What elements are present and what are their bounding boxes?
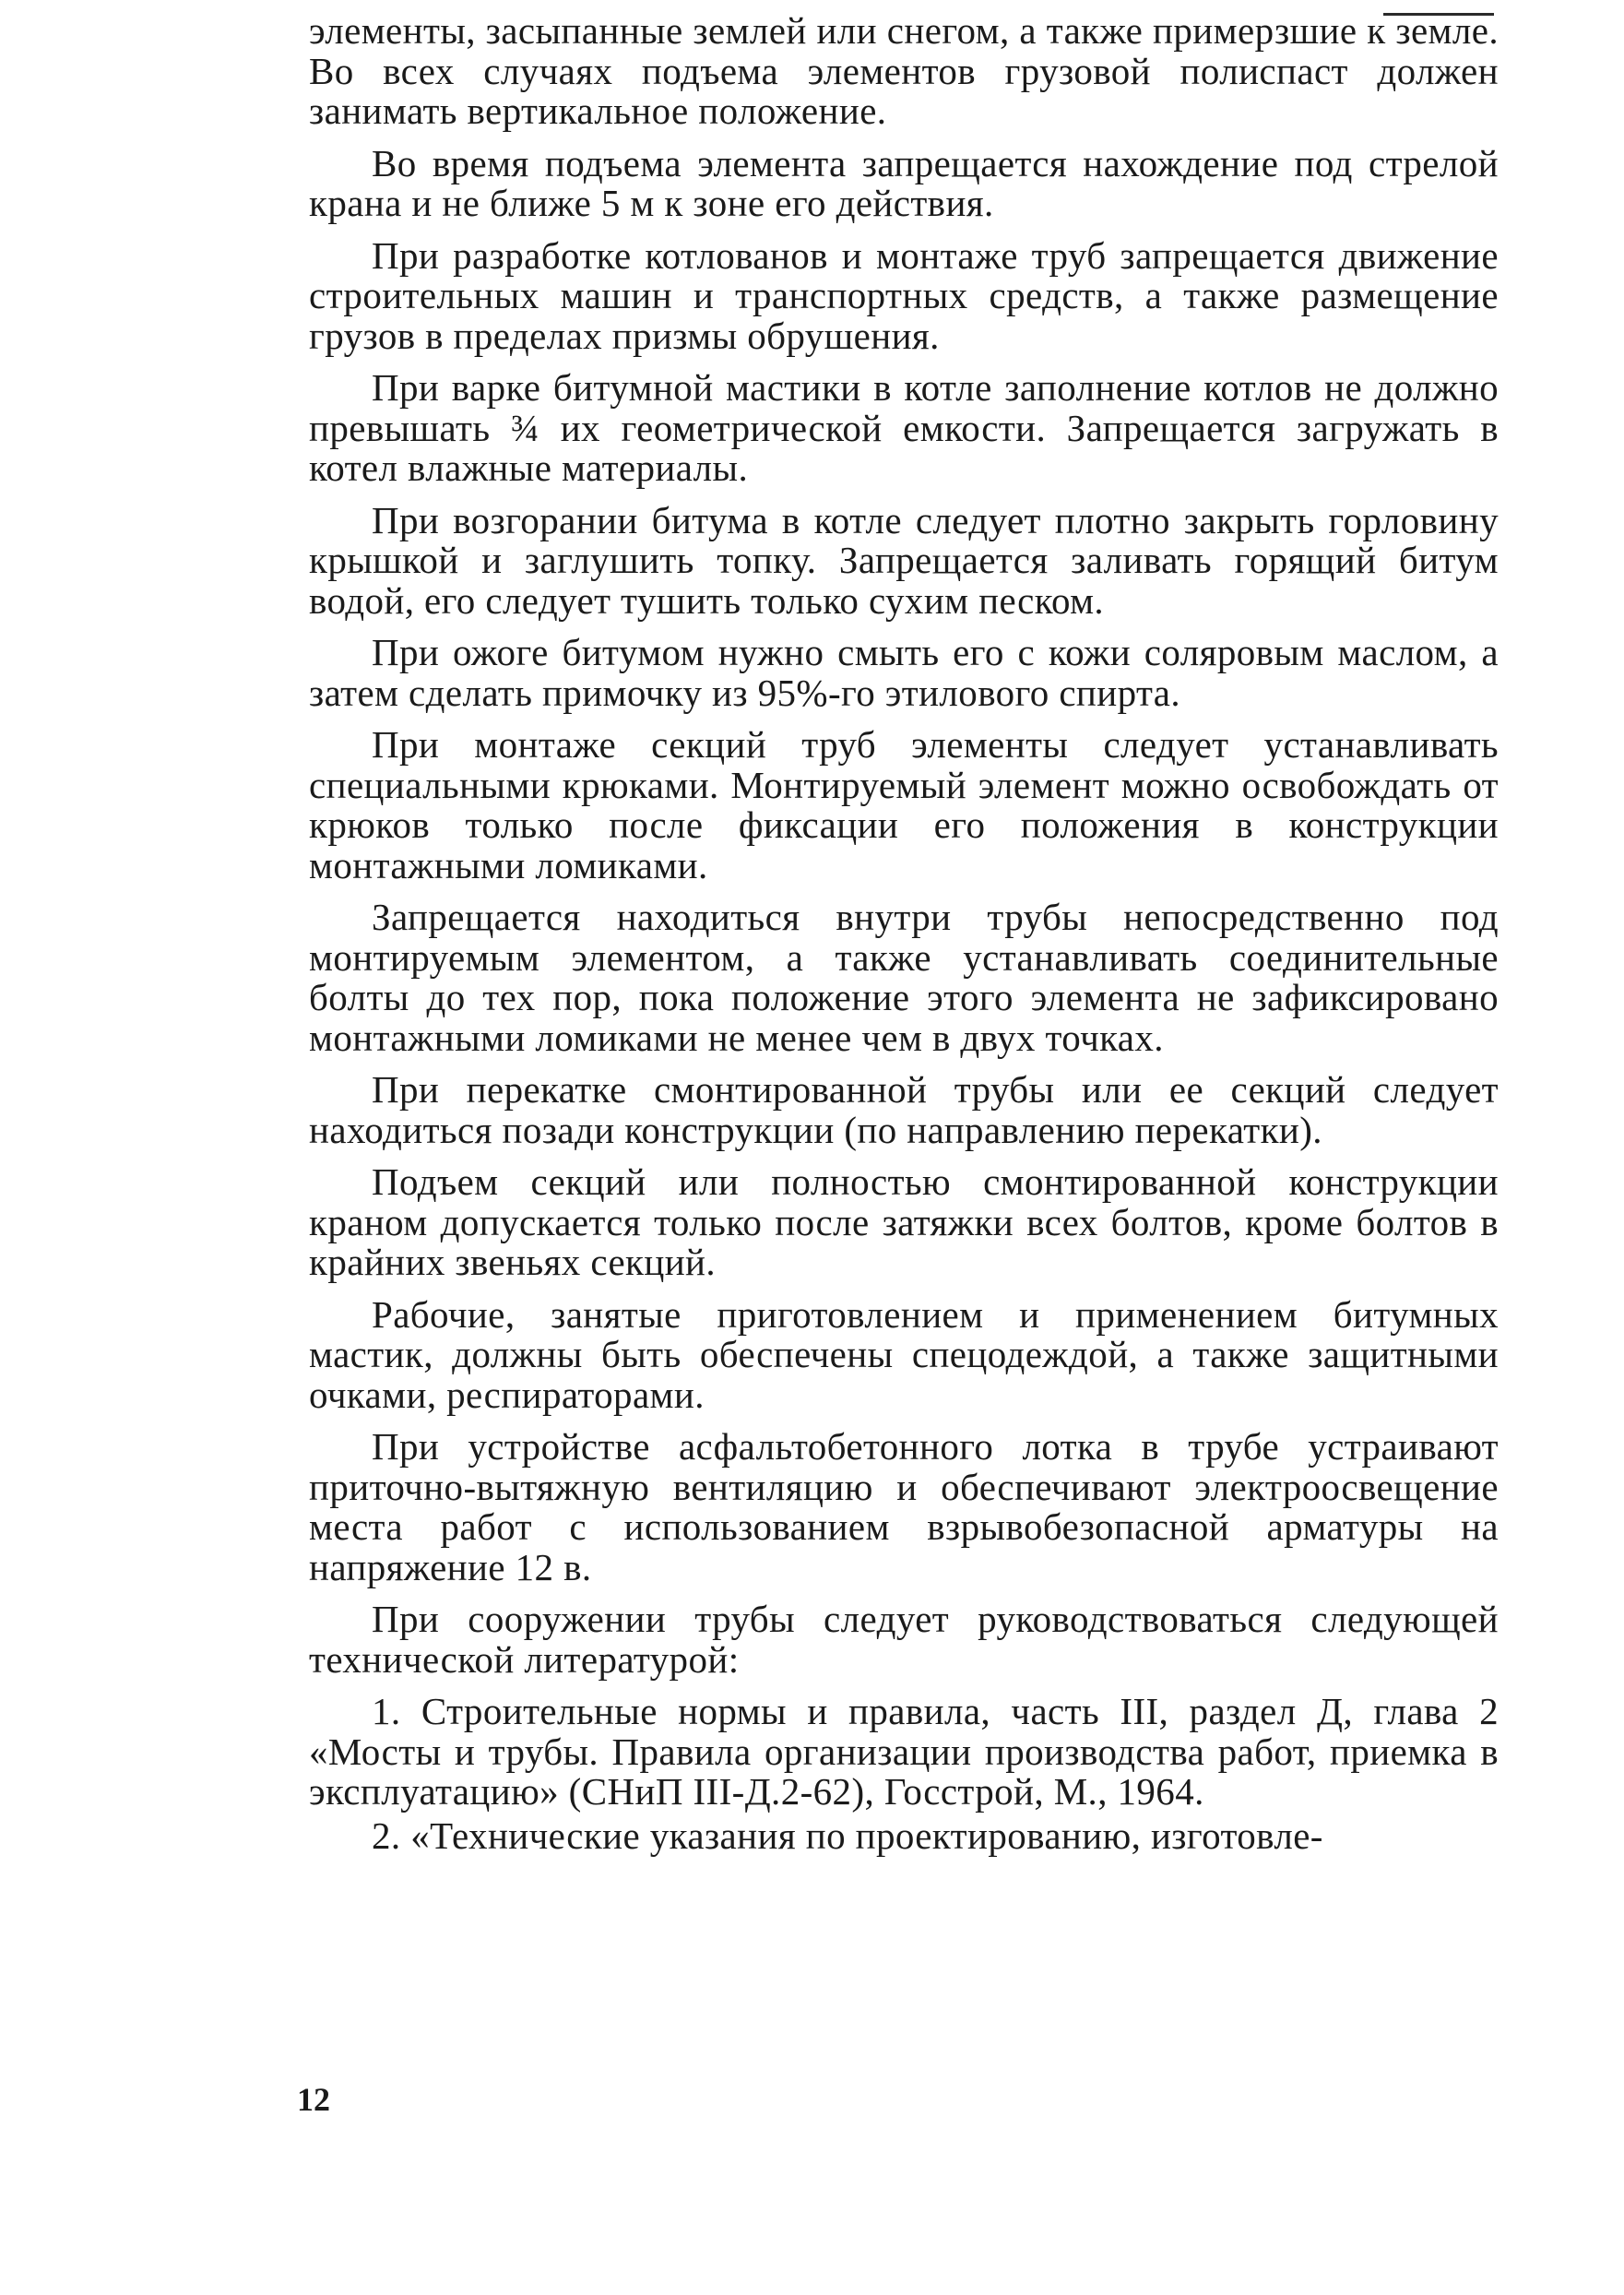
literature-list-item: 2. «Технические указания по проектированию, изготовле-	[372, 1813, 1323, 1857]
paragraph: При варке битумной мастики в котле заполнение котлов не должно превышать ¾ их геометрической емкости. Запрещается загружать в котел влажные материалы.	[309, 366, 1499, 489]
paragraph: При перекатке смонтированной трубы или ее секций следует находиться позади конструкции (по направлению перекатки).	[309, 1068, 1499, 1151]
document-body	[309, 11, 1499, 1860]
literature-list-item: 1. Строительные нормы и правила, часть III, раздел Д, глава 2 «Мосты и трубы. Правила организации производства работ, приемка в эксплуатацию» (СНиП III-Д.2-62), Госстрой, М., 1964.	[309, 1690, 1499, 1813]
paragraph: элементы, засыпанные землей или снегом, а также примерзшие к земле. Во всех случаях подъема элементов грузовой полиспаст должен занимать вертикальное положение.	[309, 9, 1499, 132]
paragraph: При устройстве асфальтобетонного лотка в трубе устраивают приточно-вытяжную вентиляцию и обеспечивают электроосвещение места работ с использованием взрывобезопасной арматуры на напряжение 12 в.	[309, 1425, 1499, 1588]
paragraph: Подъем секций или полностью смонтированной конструкции краном допускается только после затяжки всех болтов, кроме болтов в крайних звеньях секций.	[309, 1160, 1499, 1283]
paragraph: При возгорании битума в котле следует плотно закрыть горловину крышкой и заглушить топку. Запрещается заливать горящий битум водой, его следует тушить только сухим песком.	[309, 498, 1499, 622]
page-number: 12	[297, 2081, 330, 2118]
paragraph: При ожоге битумом нужно смыть его с кожи соляровым маслом, а затем сделать примочку из 95%-го этилового спирта.	[309, 631, 1499, 714]
paragraph: При разработке котлованов и монтаже труб запрещается движение строительных машин и транспортных средств, а также размещение грузов в пределах призмы обрушения.	[309, 233, 1499, 357]
paragraph: Рабочие, занятые приготовлением и применением битумных мастик, должны быть обеспечены спецодеждой, а также защитными очками, респираторами.	[309, 1292, 1499, 1416]
paragraph: Запрещается находиться внутри трубы непосредственно под монтируемым элементом, а также устанавливать соединительные болты до тех пор, пока положение этого элемента не зафиксировано монтажными ломиками не менее чем в двух точках.	[309, 896, 1499, 1059]
paragraph: Во время подъема элемента запрещается нахождение под стрелой крана и не ближе 5 м к зоне его действия.	[309, 141, 1499, 224]
paragraph: При сооружении трубы следует руководствоваться следующей технической литературой:	[309, 1598, 1499, 1681]
paragraph: При монтаже секций труб элементы следует устанавливать специальными крюками. Монтируемый элемент можно освобождать от крюков только после фиксации его положения в конструкции монтажными ломиками.	[309, 723, 1499, 886]
